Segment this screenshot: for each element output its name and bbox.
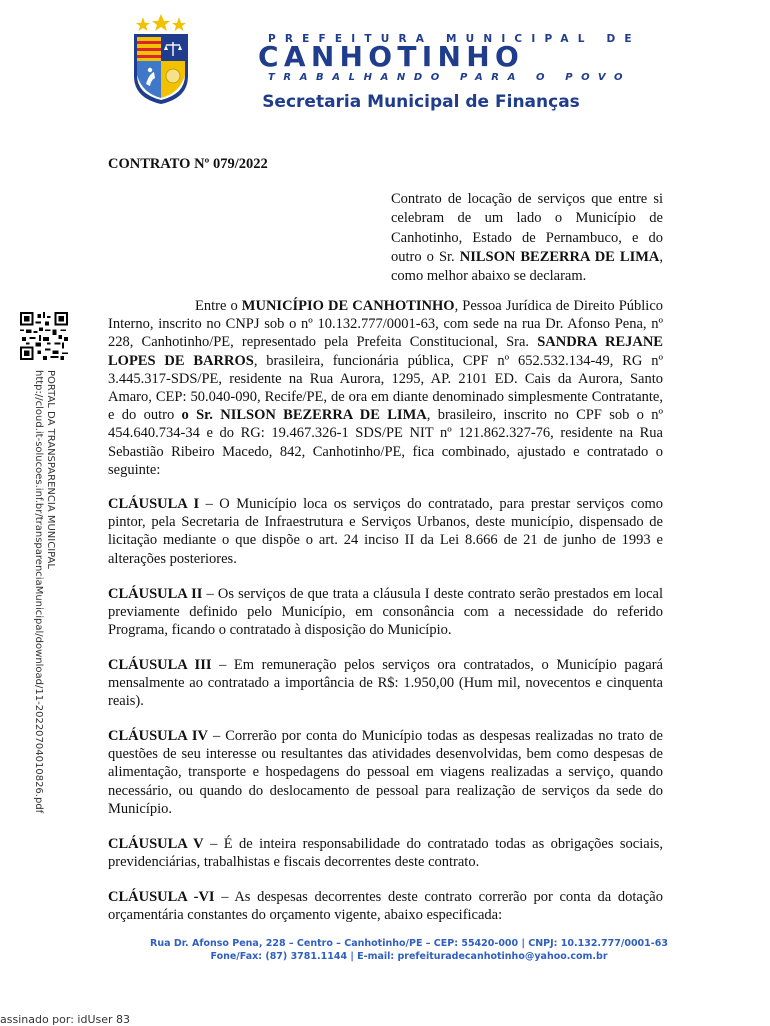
clause-label: CLÁUSULA V xyxy=(108,836,204,852)
clause-text: – Em remuneração pelos serviços ora contratados, o Município pagará mensalmente ao contratado a importância de R$: 1.950,00 (Hum mil, novecentos e cinquenta reais). xyxy=(108,657,663,710)
portal-url-link[interactable]: http://cloud.it-solucoes.inf.br/transparenciaMunicipal/download/11-20220704010826.pdf xyxy=(33,370,44,814)
clause-4 xyxy=(108,727,663,818)
header-prefeitura: PREFEITURA MUNICIPAL DE xyxy=(268,33,641,45)
clause-text: – O Município loca os serviços do contratado, para prestar serviços como pintor, pela Secretaria de Infraestrutura e Serviços Urbanos, deste município, dispensado de licitação mediante o que dispõe o art. 24 inciso II da Lei 8.666 de 21 de junho de 1993 e alterações posteriores. xyxy=(108,496,664,567)
parties-text: , Pessoa Jurídica de Direito Público Interno, inscrito no CNPJ sob o nº 10.132.777/0001-63, com sede na rua Dr. Afonso Pena, nº 228, Canhotinho/PE, representado pela Prefeita Constitucional, Sra. xyxy=(108,298,664,351)
header-slogan: TRABALHANDO PARA O POVO xyxy=(268,72,632,83)
parties-text: , brasileira, funcionária pública, CPF nº 652.532.134-49, RG nº 3.445.317-SDS/PE, residente na Rua Aurora, 1295, AP. 2101 ED. Cais da Aurora, Santo Amaro, CEP: 50.040-090, Recife/PE, de ora em diante denominado simplesmente Contratante, e do outro xyxy=(108,352,663,424)
mayor-name: SANDRA REJANE LOPES DE BARROS xyxy=(108,334,663,369)
contractor-name: o Sr. NILSON BEZERRA DE LIMA xyxy=(181,407,427,424)
clause-3 xyxy=(108,656,663,711)
intro-text: Contrato de locação de serviços que entre si celebram de um lado o Município de Canhotinho, Estado de Pernambuco, e do outro o Sr. xyxy=(391,191,663,265)
contract-parties-paragraph xyxy=(108,297,663,479)
qr-code-icon[interactable] xyxy=(20,312,68,360)
clause-text: – As despesas decorrentes deste contrato correrão por conta da dotação orçamentária constantes do orçamento vigente, abaixo especificada: xyxy=(108,889,663,924)
clause-label: CLÁUSULA III xyxy=(108,657,212,673)
contract-title: CONTRATO Nº 079/2022 xyxy=(108,156,268,172)
intro-text-end: , como melhor abaixo se declaram. xyxy=(391,248,663,285)
portal-title: PORTAL DA TRANSPARENCIA MUNICIPAL xyxy=(45,370,56,569)
clause-label: CLÁUSULA -VI xyxy=(108,889,215,905)
header-city-name: CANHOTINHO xyxy=(258,40,525,73)
header-department: Secretaria Municipal de Finanças xyxy=(262,92,580,112)
contract-intro xyxy=(391,190,663,286)
clause-text: – Os serviços de que trata a cláusula I deste contrato serão prestados em local previamente definido pelo Município, em consonância com a necessidade do referido Programa, ficando o contratado à disposição do Município. xyxy=(108,586,663,639)
municipality-name: MUNICÍPIO DE CANHOTINHO xyxy=(241,298,455,314)
footer-address: Rua Dr. Afonso Pena, 228 – Centro – Canhotinho/PE – CEP: 55420-000 | CNPJ: 10.132.777/0001-63 xyxy=(150,938,668,949)
clause-1 xyxy=(108,495,663,568)
clause-text: – É de inteira responsabilidade do contratado todas as obrigações sociais, previdenciárias, trabalhistas e fiscais decorrentes deste contrato. xyxy=(108,836,663,871)
clause-6 xyxy=(108,888,663,924)
footer-contact: Fone/Fax: (87) 3781.1144 | E-mail: prefeituradecanhotinho@yahoo.com.br xyxy=(210,951,608,962)
clause-text: – Correrão por conta do Município todas as despesas realizadas no trato de questões de seu interesse ou resultantes das atividades desenvolvidas, bem como despesas de alimentação, transporte e hospedagens do pessoal em viagens realizadas a serviço, quando necessário, ou quando do deslocamento de pessoal para realização de serviços da sede do Município. xyxy=(108,728,663,817)
intro-contractor-name: NILSON BEZERRA DE LIMA xyxy=(459,248,660,265)
parties-text: , brasileiro, inscrito no CPF sob o nº 454.640.734-34 e do RG: 19.467.326-1 SDS/PE NIT nº 121.862.327-76, residente na Rua Sebastião Ribeiro Macedo, 842, Canhotinho/PE, fica combinado, ajustado e contratado o seguinte: xyxy=(108,407,663,478)
signature-stamp: assinado por: idUser 83 xyxy=(0,1013,131,1026)
parties-text: Entre o xyxy=(195,298,242,314)
clause-label: CLÁUSULA I xyxy=(108,496,200,512)
clause-label: CLÁUSULA II xyxy=(108,586,203,602)
clause-5 xyxy=(108,835,663,871)
clause-label: CLÁUSULA IV xyxy=(108,728,209,744)
clause-2 xyxy=(108,585,663,640)
portal-side-stamp xyxy=(30,370,56,814)
